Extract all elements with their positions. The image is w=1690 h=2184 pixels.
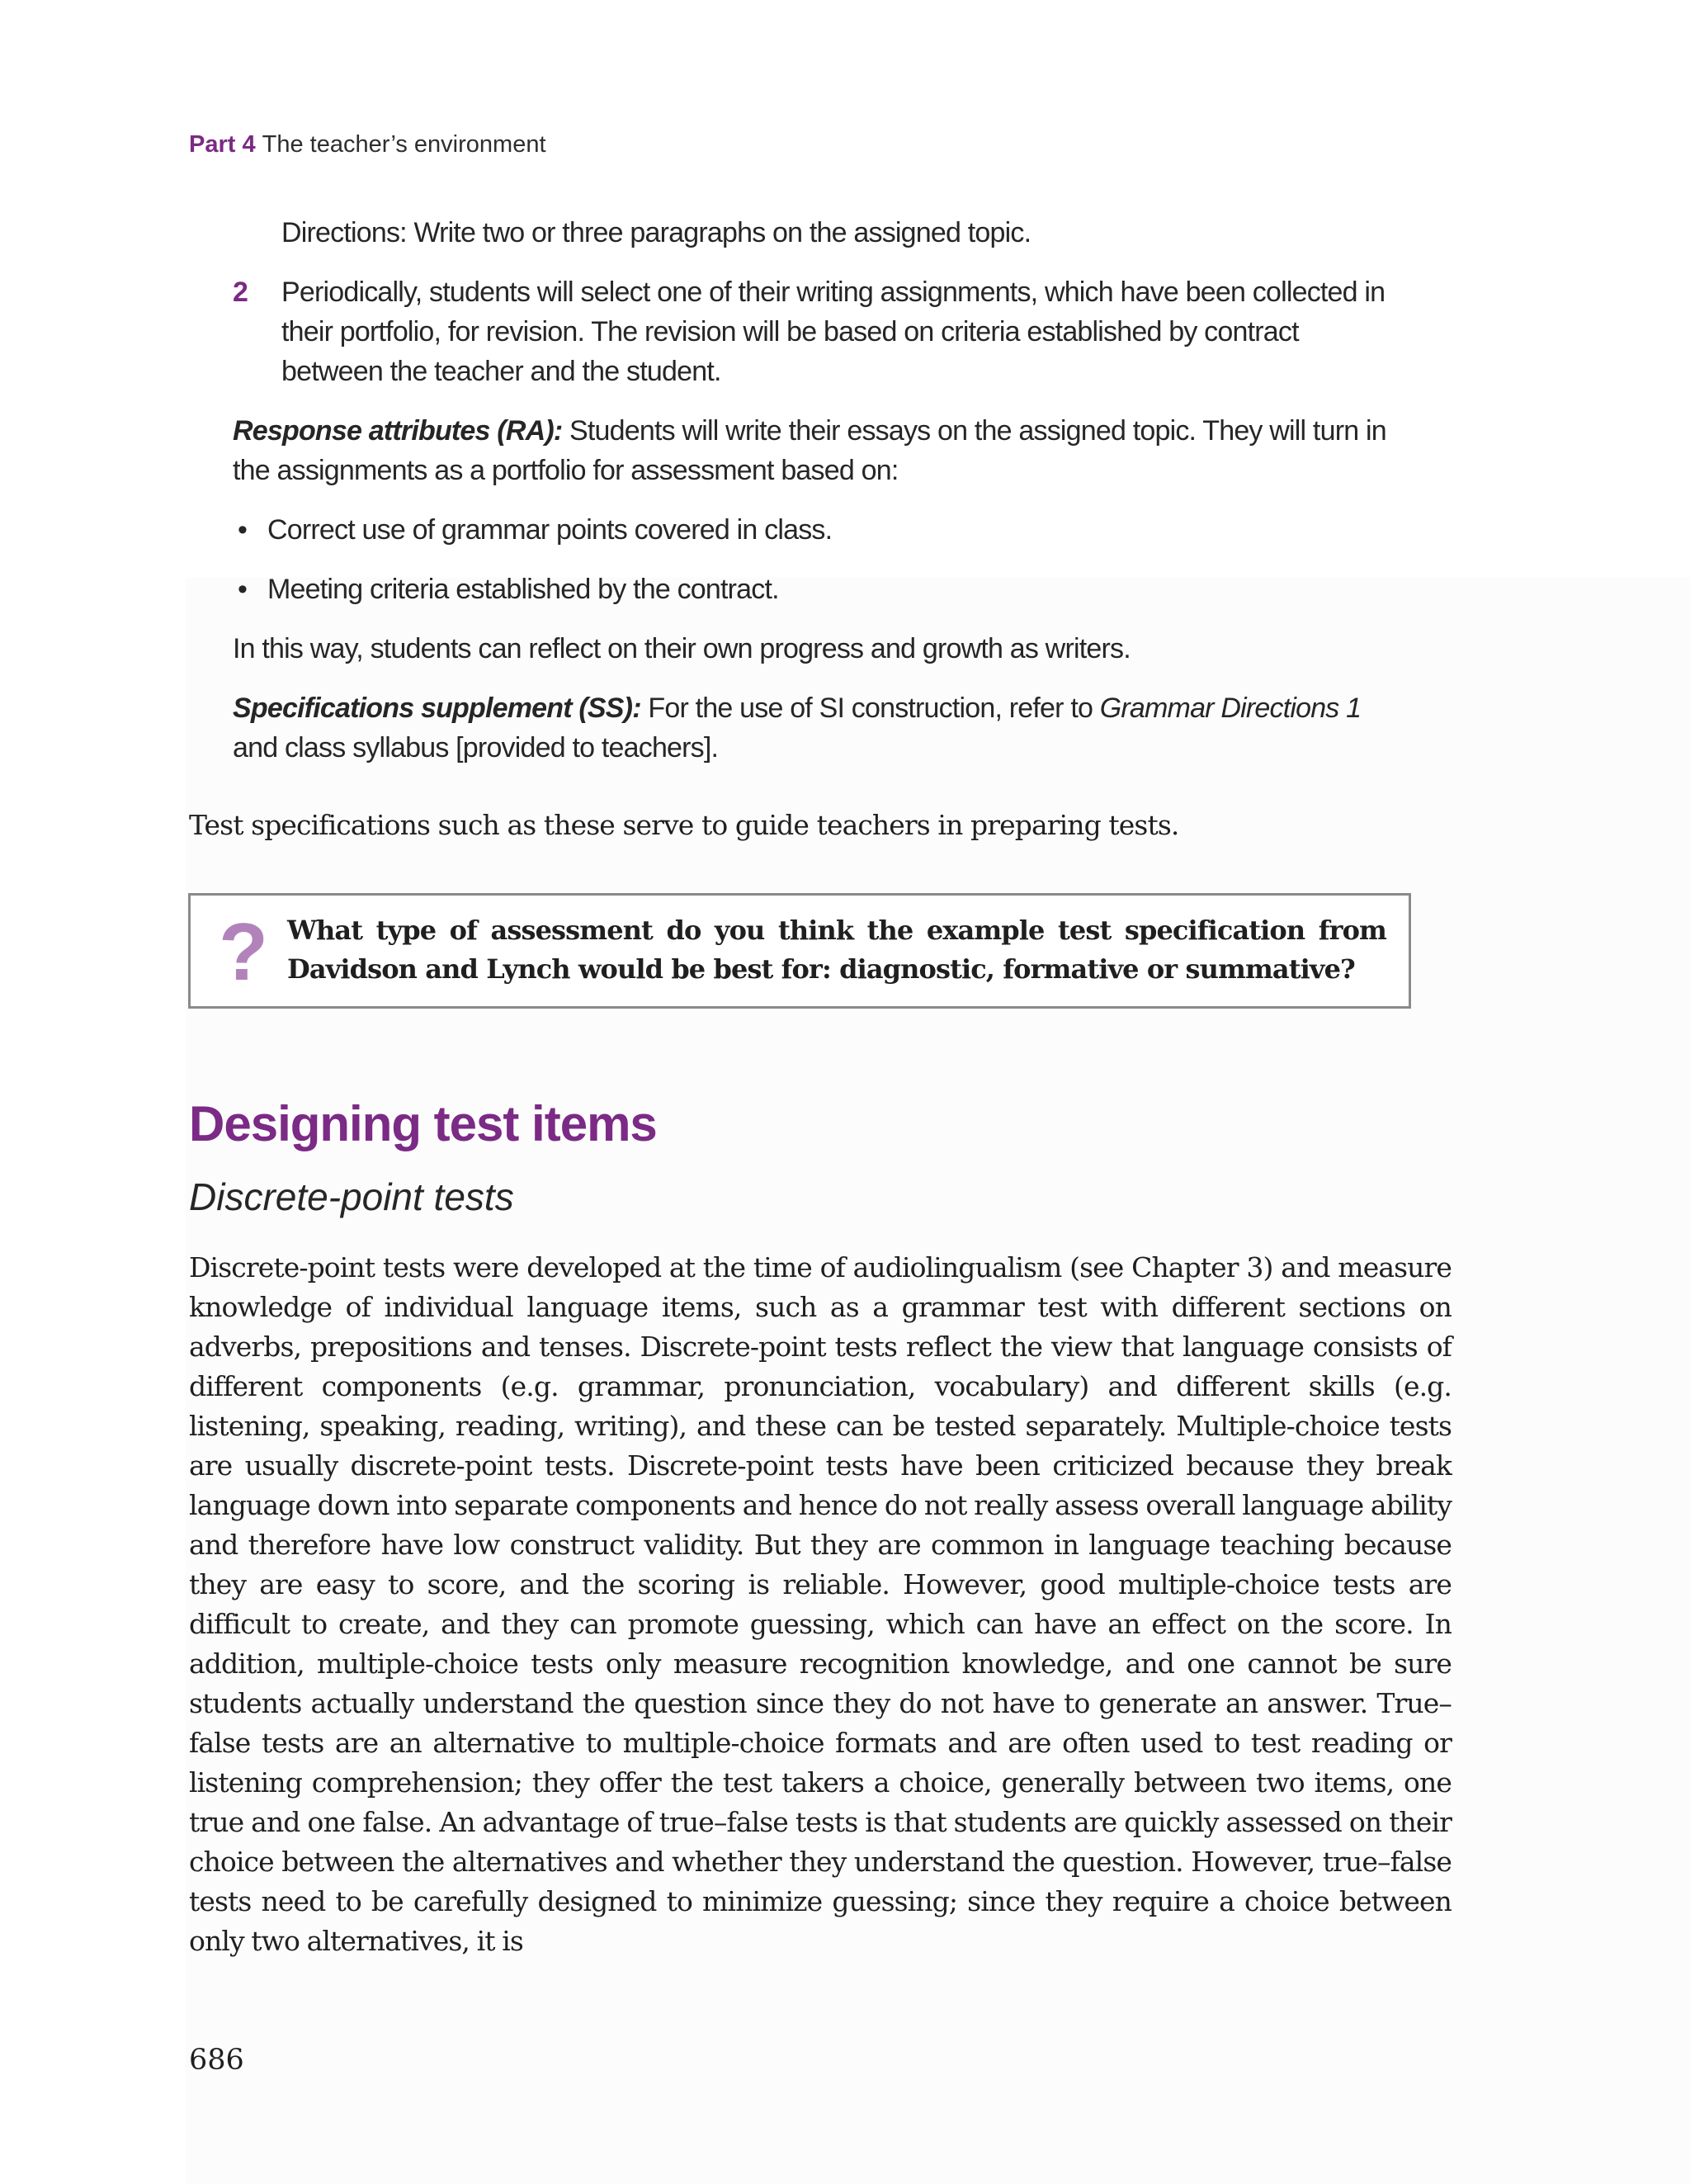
reflection-question-box (188, 893, 1411, 1009)
list-item-text: Meeting criteria established by the contract. (267, 574, 779, 605)
test-specification-block (233, 213, 1386, 768)
subsection-heading: Discrete-point tests (189, 1175, 514, 1218)
page-number: 686 (189, 2044, 244, 2077)
part-title: The teacher’s environment (262, 131, 546, 158)
body-paragraph: Discrete-point tests were developed at the time of audiolingualism (see Chapter 3) and measure knowledge of individual language items, such as a grammar test with different sections on adverbs, prepositions and tenses. Discrete-point tests reflect the view that language consists of different components (e.g. grammar, pronunciation, vocabulary) and different skills (e.g. listening, speaking, reading, writing), and these can be tested separately. Multiple-choice tests are usually discrete-point tests. Discrete-point tests have been criticized because they break language down into separate components and hence do not really assess overall language ability and therefore have low construct validity. But they are common in language teaching because they are easy to score, and the scoring is reliable. However, good multiple-choice tests are difficult to create, and they can promote guessing, which can have an effect on the score. In addition, multiple-choice tests only measure recognition knowledge, and one cannot be sure students actually understand the question since they do not have to generate an answer. True–false tests are an alternative to multiple-choice formats and are often used to test reading or listening comprehension; they offer the test takers a choice, generally between two items, one true and one false. An advantage of true–false tests is that students are quickly assessed on their choice between the alternatives and whether they understand the question. However, true–false tests need to be carefully designed to minimize guessing; since they require a choice between only two alternatives, it is (189, 1251, 1452, 1957)
question-text: What type of assessment do you think the example test specification from Davidson and Lynch would be best for: diagnostic, formative or summative? (287, 915, 1386, 985)
ra-label: Response attributes (RA): (233, 415, 563, 447)
section-heading: Designing test items (189, 1096, 657, 1151)
ss-text-end: and class syllabus [provided to teachers]. (233, 732, 719, 763)
response-attributes-paragraph (233, 411, 1386, 490)
specifications-supplement-paragraph (233, 688, 1386, 768)
list-item-text: Correct use of grammar points covered in class. (267, 514, 833, 546)
bullet-icon: • (238, 574, 248, 605)
item-2-text: Periodically, students will select one of their writing assignments, which have been collected in their portfolio, for revision. The revision will be based on criteria established by contract between the teacher and the student. (281, 277, 1386, 387)
running-head (189, 128, 546, 161)
list-item (233, 510, 1386, 550)
part-label: Part 4 (189, 131, 256, 158)
list-item (233, 570, 1386, 609)
book-title: Grammar Directions 1 (1099, 693, 1362, 724)
bullet-icon: • (238, 514, 248, 546)
ss-label: Specifications supplement (SS): (233, 693, 641, 724)
question-mark-icon: ? (219, 906, 268, 997)
ss-text: For the use of SI construction, refer to (640, 693, 1100, 724)
ra-text: Students will write their essays on the assigned topic. They will turn in the assignments as a portfolio for assessment based on: (233, 415, 1386, 486)
directions-text: Directions: Write two or three paragraphs on the assigned topic. (281, 217, 1031, 248)
reflection-text: In this way, students can reflect on their own progress and growth as writers. (233, 633, 1131, 664)
numbered-item-2 (233, 272, 1386, 391)
criteria-list (233, 510, 1386, 609)
item-number: 2 (233, 277, 248, 308)
summary-sentence: Test specifications such as these serve to guide teachers in preparing tests. (189, 809, 1179, 841)
